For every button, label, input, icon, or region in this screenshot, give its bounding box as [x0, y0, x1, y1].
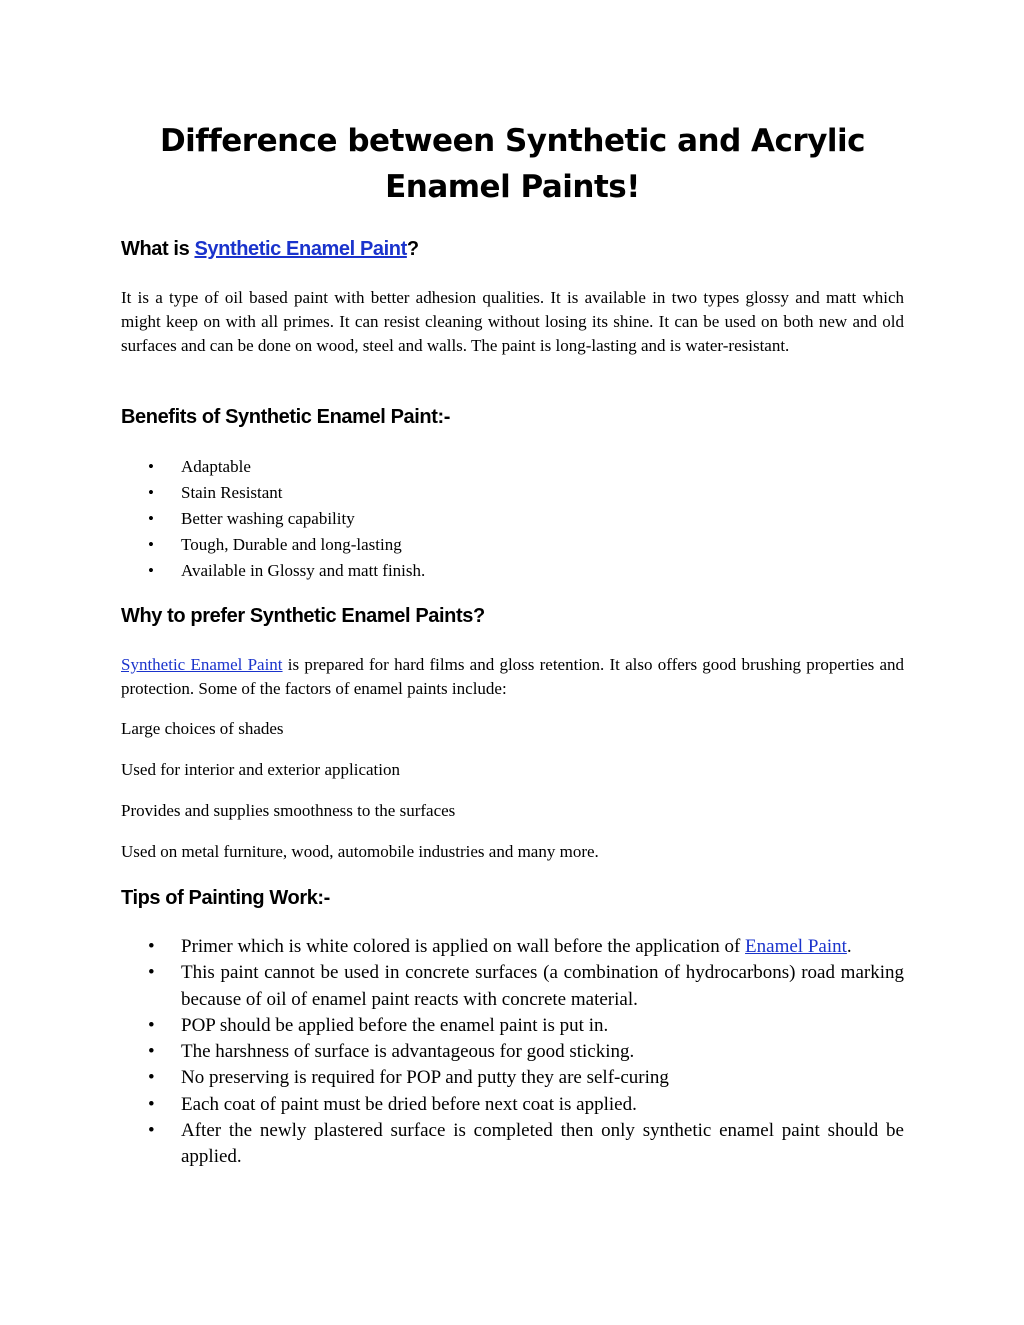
page-title-line-2: Enamel Paints! [385, 169, 640, 205]
list-item: • This paint cannot be used in concrete surfaces (a combination of hydrocarbons) road marking because of oil of enamel paint reacts with concrete material. [121, 960, 904, 1013]
why-prefer-paragraph [121, 653, 904, 701]
synthetic-enamel-paint-inline-link[interactable]: Synthetic Enamel Paint [121, 655, 283, 674]
list-item: • No preserving is required for POP and putty they are self-curing [121, 1065, 904, 1091]
enamel-paint-link[interactable]: Enamel Paint [745, 936, 847, 957]
list-item: • After the newly plastered surface is completed then only synthetic enamel paint should be applied. [121, 1118, 904, 1171]
page-title-line-1: Difference between Synthetic and Acrylic [159, 123, 866, 159]
list-item: • Stain Resistant [121, 480, 904, 506]
synthetic-enamel-paint-link[interactable]: Synthetic Enamel Paint [194, 238, 407, 260]
benefits-heading: Benefits of Synthetic Enamel Paint:- [121, 406, 450, 428]
list-item: • POP should be applied before the enamel paint is put in. [121, 1013, 904, 1039]
tip-text: Primer which is white colored is applied on wall before the application of [181, 936, 746, 957]
list-item [121, 934, 904, 960]
list-item: • Better washing capability [121, 506, 904, 532]
factor-line: Large choices of shades [121, 719, 284, 738]
list-item: • The harshness of surface is advantageous for good sticking. [121, 1039, 904, 1065]
why-prefer-heading: Why to prefer Synthetic Enamel Paints? [121, 605, 485, 627]
list-item: • Tough, Durable and long-lasting [121, 532, 904, 558]
factor-line: Used on metal furniture, wood, automobile industries and many more. [121, 842, 599, 861]
page-title [121, 118, 904, 210]
what-is-paragraph: It is a type of oil based paint with better adhesion qualities. It is available in two types glossy and matt which might keep on with all primes. It can resist cleaning without losing its shine. It can be used on both new and old surfaces and can be done on wood, steel and walls. The paint is long-lasting and is water-resistant. [121, 288, 904, 355]
tips-heading: Tips of Painting Work:- [121, 887, 330, 909]
tip-end: . [846, 936, 852, 957]
tips-list [121, 934, 904, 1171]
list-item: • Available in Glossy and matt finish. [121, 558, 904, 584]
why-prefer-text: is prepared for hard films and gloss retention. It also offers good brushing properties and protection. Some of the factors of enamel paints include: [121, 655, 904, 698]
benefits-list [121, 454, 904, 584]
what-is-heading-suffix: ? [406, 238, 419, 260]
what-is-heading-prefix: What is [121, 238, 195, 260]
what-is-heading [121, 236, 419, 262]
factor-line: Used for interior and exterior application [121, 760, 400, 779]
list-item: • Each coat of paint must be dried before next coat is applied. [121, 1092, 904, 1118]
list-item: • Adaptable [121, 454, 904, 480]
factor-line: Provides and supplies smoothness to the surfaces [121, 801, 456, 820]
